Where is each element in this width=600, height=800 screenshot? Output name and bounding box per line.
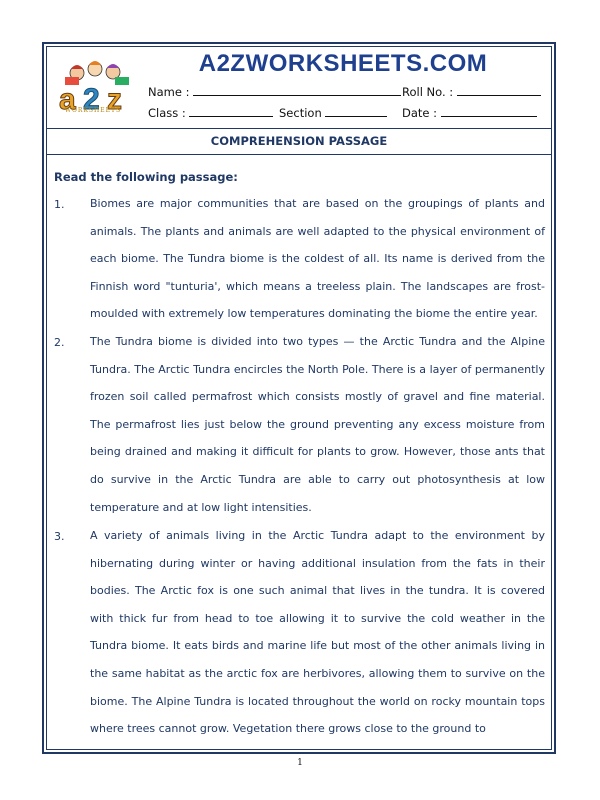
roll-number-blank-line: [457, 85, 541, 96]
worksheet-header: [47, 47, 551, 129]
passage-text: Biomes are major communities that are based on the groupings of plants and animals. The plants and animals are well adapted to the physical environment of each biome. The Tundra biome is the coldest of all. Its name is derived from the Finnish word "tunturia', which means a treeless plain. The landscapes are frost-moulded with extremely low temperatures dominating the biome the entire year.: [90, 197, 545, 321]
class-field[interactable]: [148, 106, 273, 120]
logo-tagline: WORKSHEETS: [64, 107, 122, 114]
instruction-text: Read the following passage:: [54, 170, 238, 184]
section-label: Section: [279, 106, 322, 120]
class-blank-line: [189, 106, 273, 117]
passage-number: 2.: [54, 336, 65, 349]
roll-number-field[interactable]: [402, 85, 541, 99]
roll-number-label: Roll No. :: [402, 85, 454, 99]
page-number: 1: [297, 758, 303, 768]
date-field[interactable]: [402, 106, 537, 120]
svg-text:z: z: [107, 83, 122, 115]
passage-number: 3.: [54, 530, 65, 543]
section-divider: [47, 154, 551, 155]
name-field[interactable]: [148, 85, 401, 99]
date-label: Date :: [402, 106, 438, 120]
section-blank-line: [325, 106, 387, 117]
passage-text: A variety of animals living in the Arctic Tundra adapt to the environment by hibernating during winter or having additional insulation from the fats in their bodies. The Arctic fox is one such animal that lives in the tundra. It is covered with thick fur from head to toe allowing it to survive the cold weather in the Tundra biome. It eats birds and marine life but most of the other animals living in the same habitat as the arctic fox are herbivores, allowing them to survive on the biome. The Alpine Tundra is located throughout the world on rocky mountain tops where trees cannot grow. Vegetation there grows close to the ground to: [90, 529, 545, 736]
section-title: COMPREHENSION PASSAGE: [210, 134, 388, 148]
section-field[interactable]: [279, 106, 387, 120]
passage-number: 1.: [54, 198, 65, 211]
svg-text:a: a: [59, 83, 76, 115]
site-title: A2ZWORKSHEETS.COM: [198, 50, 488, 77]
name-label: Name :: [148, 85, 190, 99]
date-blank-line: [441, 106, 537, 117]
passage-text: The Tundra biome is divided into two types — the Arctic Tundra and the Alpine Tundra. The Arctic Tundra encircles the North Pole. There is a layer of permanently frozen soil called permafrost which consists mostly of gravel and fine material. The permafrost lies just below the ground preventing any excess moisture from being drained and making it difficult for plants to grow. However, those ants that do survive in the Arctic Tundra are able to carry out photosynthesis at low temperature and at low light intensities.: [90, 335, 545, 514]
name-blank-line: [193, 85, 401, 96]
class-label: Class :: [148, 106, 186, 120]
svg-text:2: 2: [83, 83, 100, 115]
